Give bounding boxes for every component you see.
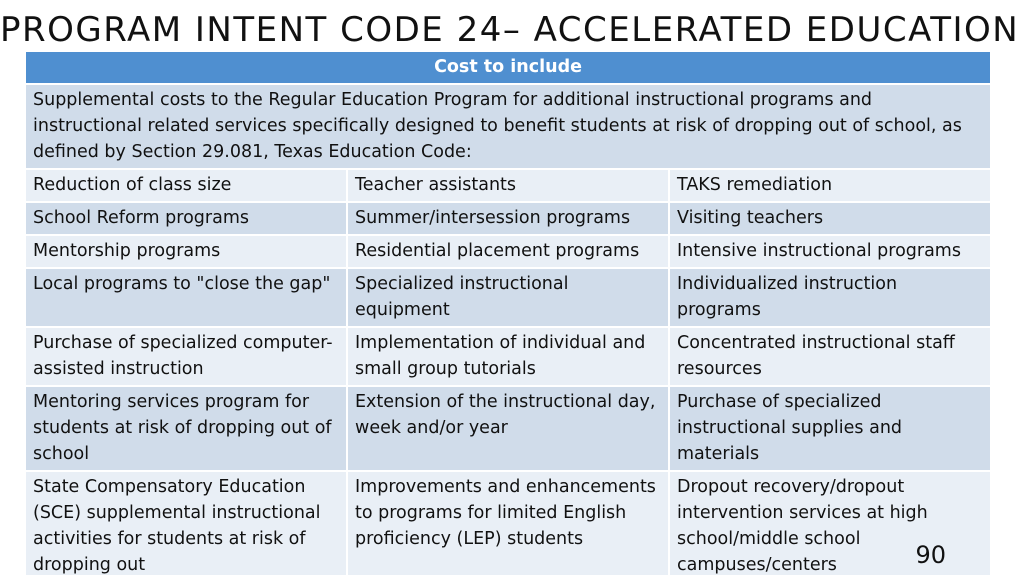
- table-header: Cost to include: [25, 51, 990, 84]
- table-row: [25, 202, 990, 235]
- table-cell: TAKS remediation: [669, 169, 990, 202]
- table-row: [25, 386, 990, 471]
- table-cell: Reduction of class size: [25, 169, 347, 202]
- table-cell: State Compensatory Education (SCE) supplemental instructional activities for students at risk of dropping out: [25, 471, 347, 575]
- table-row: [25, 169, 990, 202]
- table-cell: Mentorship programs: [25, 235, 347, 268]
- table-cell: Purchase of specialized computer-assisted instruction: [25, 327, 347, 386]
- table-cell: Dropout recovery/dropout intervention services at high school/middle school campuses/centers: [669, 471, 990, 575]
- table-cell: Concentrated instructional staff resources: [669, 327, 990, 386]
- page-number: 90: [915, 541, 946, 569]
- table-cell: Teacher assistants: [347, 169, 669, 202]
- table-cell: Individualized instruction programs: [669, 268, 990, 327]
- table-row: [25, 235, 990, 268]
- table-cell: Residential placement programs: [347, 235, 669, 268]
- cost-table: [24, 50, 990, 575]
- slide-title: PROGRAM INTENT CODE 24– ACCELERATED EDUCATION: [0, 10, 1020, 50]
- description-cell: Supplemental costs to the Regular Education Program for additional instructional programs and instructional related services specifically designed to benefit students at risk of dropping out of school, as defined by Section 29.081, Texas Education Code:: [25, 84, 990, 169]
- table-cell: Implementation of individual and small group tutorials: [347, 327, 669, 386]
- table-cell: Extension of the instructional day, week and/or year: [347, 386, 669, 471]
- description-row: [25, 84, 990, 169]
- table-row: [25, 268, 990, 327]
- table-cell: Visiting teachers: [669, 202, 990, 235]
- table-row: [25, 327, 990, 386]
- table-row: [25, 471, 990, 575]
- table-cell: Mentoring services program for students at risk of dropping out of school: [25, 386, 347, 471]
- table-cell: Summer/intersession programs: [347, 202, 669, 235]
- cost-table-container: [24, 50, 990, 575]
- table-cell: School Reform programs: [25, 202, 347, 235]
- table-cell: Intensive instructional programs: [669, 235, 990, 268]
- table-cell: Specialized instructional equipment: [347, 268, 669, 327]
- table-cell: Improvements and enhancements to programs for limited English proficiency (LEP) students: [347, 471, 669, 575]
- table-cell: Purchase of specialized instructional supplies and materials: [669, 386, 990, 471]
- table-cell: Local programs to "close the gap": [25, 268, 347, 327]
